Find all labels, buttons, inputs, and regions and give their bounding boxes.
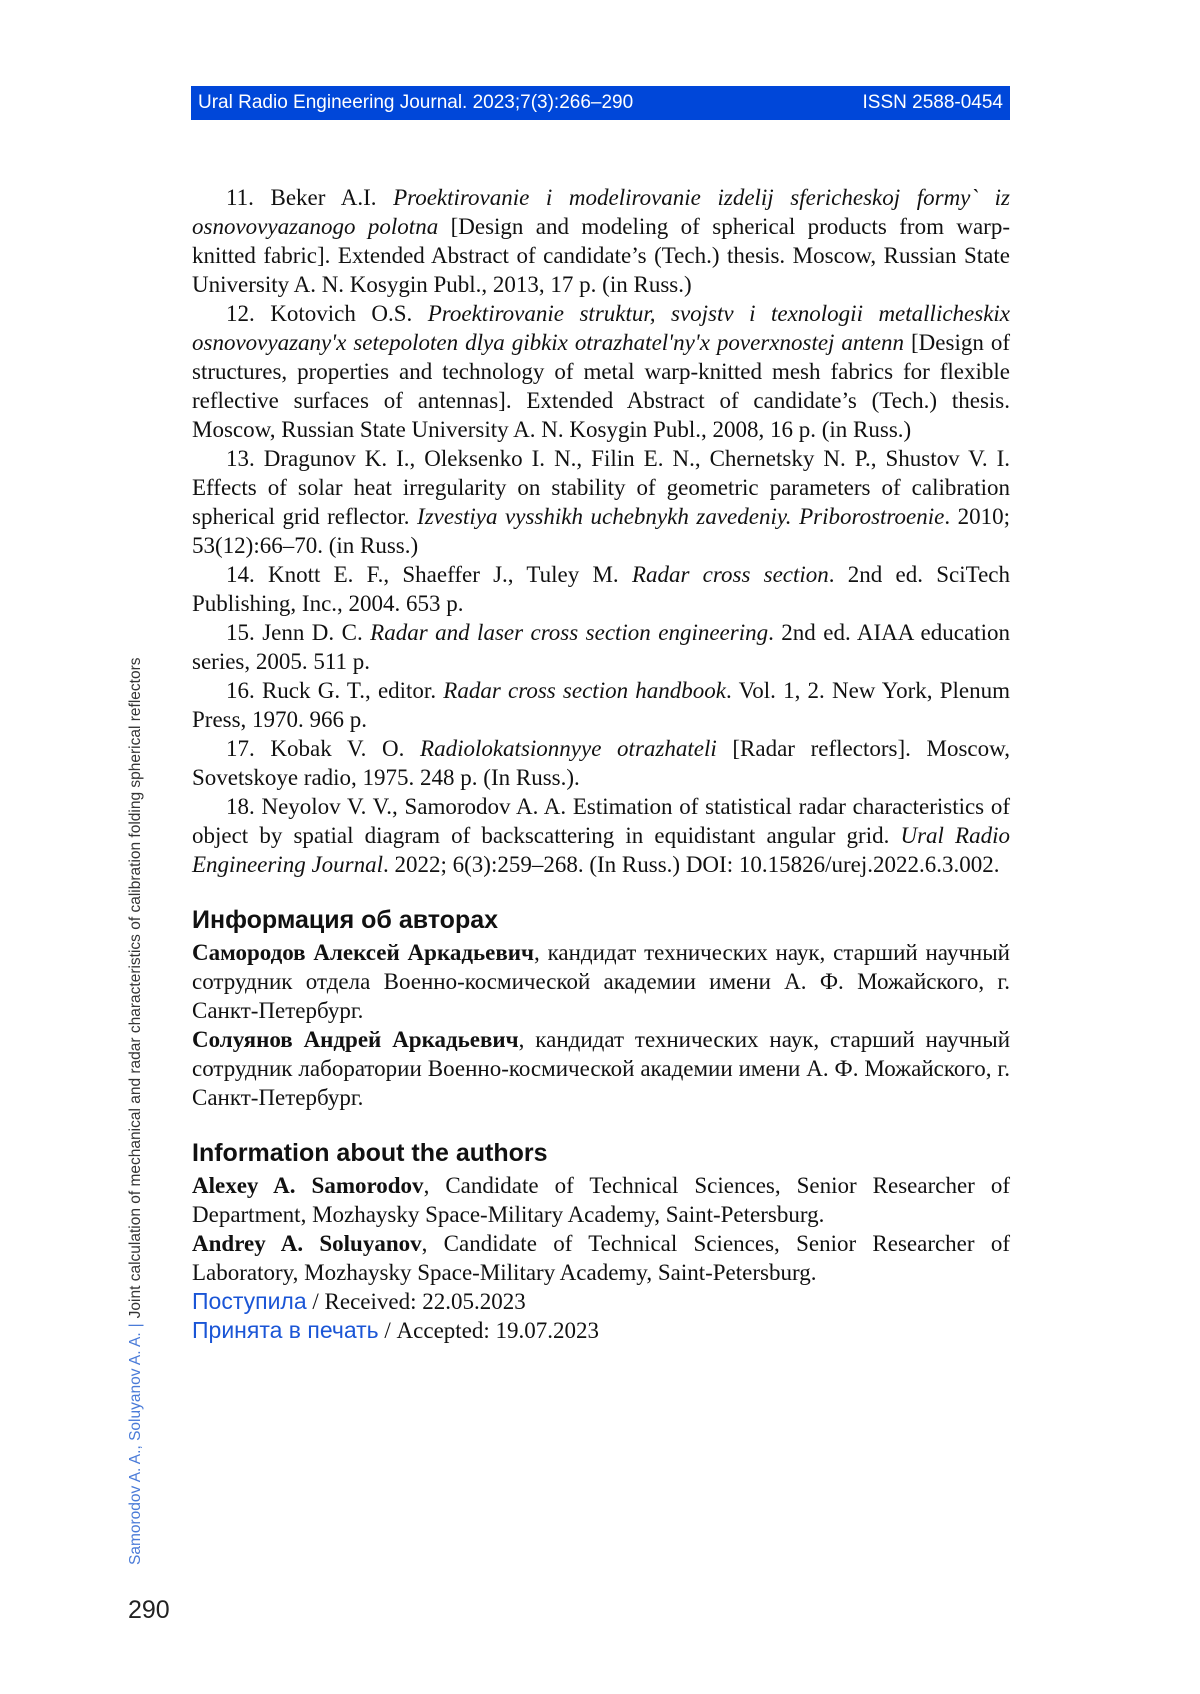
reference-text: . 2022; 6(3):259–268. (In Russ.) DOI: 10.15826/urej.2022.6.3.002. — [383, 852, 1000, 877]
reference-item — [192, 618, 1010, 676]
author-info: , Candidate of Technical Sciences, Senior Researcher of Department, Mozhaysky Space-Military Academy, Saint-Petersburg. — [192, 1173, 1010, 1227]
issn: ISSN 2588-0454 — [863, 92, 1004, 114]
reference-title: Radar cross section — [632, 562, 829, 587]
reference-item — [192, 299, 1010, 444]
reference-item — [192, 676, 1010, 734]
author-en-1 — [192, 1171, 1010, 1229]
reference-list — [192, 183, 1010, 879]
author-name: Alexey A. Samorodov — [192, 1173, 424, 1198]
reference-text: 11. Beker A.I. — [226, 185, 393, 210]
author-ru-2 — [192, 1025, 1010, 1112]
received-value: / Received: 22.05.2023 — [307, 1289, 526, 1314]
side-separator: | — [127, 1323, 144, 1327]
reference-text: . Vol. 1, 2. New York, Plenum Press, 1970. 966 p. — [192, 678, 1010, 732]
reference-item — [192, 560, 1010, 618]
reference-title: Radiolokatsionnyye otrazhateli — [420, 736, 717, 761]
reference-title: Proektirovanie i modelirovanie izdelij sfericheskoj formy` iz osnovovyazanogo polotna — [192, 185, 1010, 239]
reference-text: 18. Neyolov V. V., Samorodov A. A. Estimation of statistical radar characteristics of object by spatial diagram of backscattering in equidistant angular grid. — [192, 794, 1010, 848]
reference-text: 16. Ruck G. T., editor. — [226, 678, 443, 703]
reference-text: 14. Knott E. F., Shaeffer J., Tuley M. — [226, 562, 632, 587]
side-article-title: Joint calculation of mechanical and radar characteristics of calibration folding spherical reflectors — [127, 658, 144, 1319]
reference-title: Ural Radio Engineering Journal — [192, 823, 1010, 877]
reference-text: 12. Kotovich O.S. — [226, 301, 428, 326]
reference-item — [192, 444, 1010, 560]
reference-text: [Design of structures, properties and technology of metal warp-knitted mesh fabrics for flexible reflective surfaces of antennas]. Extended Abstract of candidate’s (Tech.) thesis. Moscow, Russian State University A. N. Kosygin Publ., 2008, 16 p. (in Russ.) — [192, 330, 1010, 442]
author-info: , Candidate of Technical Sciences, Senior Researcher of Laboratory, Mozhaysky Space-Military Academy, Saint-Petersburg. — [192, 1231, 1010, 1285]
reference-title: Radar cross section handbook — [443, 678, 726, 703]
reference-text: [Design and modeling of spherical products from warp-knitted fabric]. Extended Abstract of candidate’s (Tech.) thesis. Moscow, Russian State University A. N. Kosygin Publ., 2013, 17 p. (in Russ.) — [192, 214, 1010, 297]
reference-text: 15. Jenn D. C. — [226, 620, 370, 645]
journal-citation: Ural Radio Engineering Journal. 2023;7(3):266–290 — [198, 92, 633, 114]
received-date — [192, 1287, 1010, 1316]
accepted-value: / Accepted: 19.07.2023 — [379, 1318, 599, 1343]
page-content — [192, 183, 1010, 1345]
running-title-vertical — [127, 565, 145, 1565]
author-name: Солуянов Андрей Аркадьевич — [192, 1027, 519, 1052]
side-authors: Samorodov A. A., Soluyanov A. A. — [127, 1332, 144, 1565]
accepted-date — [192, 1316, 1010, 1345]
reference-item — [192, 183, 1010, 299]
reference-item — [192, 792, 1010, 879]
author-en-2 — [192, 1229, 1010, 1287]
author-ru-1 — [192, 938, 1010, 1025]
author-info: , кандидат технических наук, старший научный сотрудник отдела Военно-космической академии имени А. Ф. Можайского, г. Санкт-Петербург. — [192, 940, 1010, 1023]
reference-text: . 2010; 53(12):66–70. (in Russ.) — [192, 504, 1010, 558]
page-number: 290 — [128, 1596, 170, 1625]
accepted-label: Принята в печать — [192, 1317, 379, 1343]
reference-text: . 2nd ed. SciTech Publishing, Inc., 2004. 653 p. — [192, 562, 1010, 616]
author-info: , кандидат технических наук, старший научный сотрудник лаборатории Военно-космической академии имени А. Ф. Можайского, г. Санкт-Петербург. — [192, 1027, 1010, 1110]
author-name: Самородов Алексей Аркадьевич — [192, 940, 534, 965]
journal-header — [191, 86, 1010, 120]
reference-text: 17. Kobak V. O. — [226, 736, 420, 761]
reference-title: Izvestiya vysshikh uchebnykh zavedeniy. Priborostroenie — [417, 504, 944, 529]
reference-text: [Radar reflectors]. Moscow, Sovetskoye radio, 1975. 248 p. (In Russ.). — [192, 736, 1010, 790]
authors-heading-ru: Информация об авторах — [192, 905, 1010, 935]
authors-heading-en: Information about the authors — [192, 1138, 1010, 1168]
received-label: Поступила — [192, 1288, 307, 1314]
author-name: Andrey A. Soluyanov — [192, 1231, 422, 1256]
reference-text: . 2nd ed. AIAA education series, 2005. 511 p. — [192, 620, 1010, 674]
reference-text: 13. Dragunov K. I., Oleksenko I. N., Filin E. N., Chernetsky N. P., Shustov V. I. Effects of solar heat irregularity on stability of geometric parameters of calibration spherical grid reflector. — [192, 446, 1010, 529]
reference-title: Radar and laser cross section engineering — [370, 620, 768, 645]
reference-item — [192, 734, 1010, 792]
reference-title: Proektirovanie struktur, svojstv i texnologii metallicheskix osnovovyazany'x setepoloten dlya gibkix otrazhatel'ny'x poverxnostej antenn — [192, 301, 1010, 355]
